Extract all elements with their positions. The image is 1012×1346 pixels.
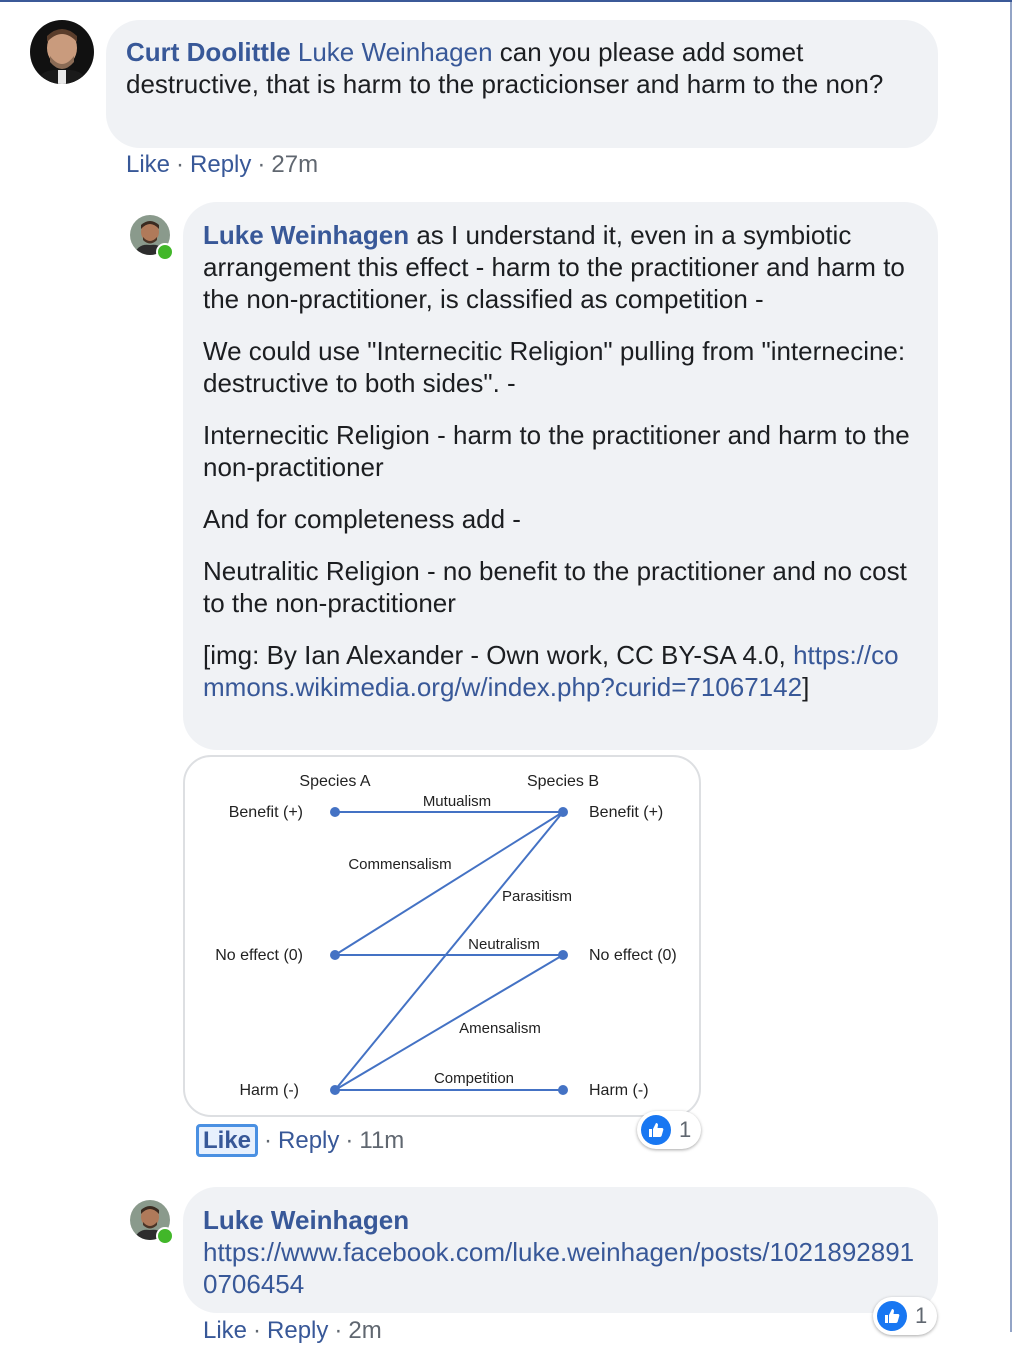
separator-dot: · [334,1317,343,1344]
image-credit-text: [img: By Ian Alexander - Own work, CC BY-SA 4.0, [203,640,794,670]
row-label: Benefit (+) [589,804,664,821]
reaction-summary[interactable] [637,1111,701,1149]
species-b-label: Species B [526,773,600,790]
relation-label: Commensalism [348,856,452,873]
comment-text: can you please add somet destructive, that is harm to the practicionser and harm to the non? [126,37,884,99]
relation-label: Mutualism [422,793,492,810]
top-border [0,0,1012,2]
separator-dot: · [257,151,266,178]
comment-paragraph: We could use "Internecitic Religion" pulling from "internecine: destructive to both sides". - [203,336,906,398]
timestamp[interactable]: 27m [271,151,319,178]
comment-bubble [106,20,938,148]
comment-bubble [183,202,938,750]
like-reaction-icon [641,1115,671,1145]
facebook-post-link[interactable]: https://www.facebook.com/luke.weinhagen/posts/10218928910706454 [203,1237,915,1299]
avatar-curt[interactable] [30,20,94,84]
node-a-noeffect [330,950,340,960]
comment-paragraph: Neutralitic Religion - no benefit to the practitioner and no cost to the non-practitioner [203,556,907,618]
image-credit [203,639,916,703]
reaction-summary[interactable] [873,1297,937,1335]
row-label: Harm (-) [239,1082,299,1099]
node-a-benefit [330,807,340,817]
like-link[interactable]: Like [203,1317,248,1344]
row-label: Harm (-) [589,1082,649,1099]
online-status-icon [156,1227,174,1245]
row-label: Benefit (+) [228,804,303,821]
node-b-harm [558,1085,568,1095]
comment-text: as I understand it, even in a symbiotic arrangement this effect - harm to the practitioner and harm to the non-practitioner, is classified as competition - [203,220,905,314]
like-reaction-icon [877,1301,907,1331]
relation-label: Amensalism [459,1020,541,1037]
comment-actions [126,150,318,180]
comment-paragraph [203,219,916,315]
comment-author[interactable]: Luke Weinhagen [203,1205,410,1235]
like-link[interactable]: Like [126,151,171,178]
separator-dot: · [345,1127,354,1154]
timestamp[interactable]: 2m [348,1317,382,1344]
reaction-count: 1 [679,1117,692,1142]
separator-dot: · [264,1127,273,1154]
node-b-benefit [558,807,568,817]
commensalism-line [335,812,563,955]
like-link[interactable]: Like [196,1124,258,1157]
timestamp[interactable]: 11m [359,1127,405,1154]
species-a-label: Species A [299,773,371,790]
mention-link[interactable]: Luke Weinhagen [297,37,493,67]
row-label: No effect (0) [215,947,303,964]
separator-dot: · [176,151,185,178]
wikimedia-link[interactable]: https://commons.wikimedia.org/w/index.php?curid=71067142 [203,640,899,702]
online-status-icon [156,243,174,261]
image-credit-close: ] [802,672,810,702]
reply-link[interactable]: Reply [278,1127,340,1154]
comment-paragraph: Internecitic Religion - harm to the practitioner and harm to the non-practitioner [203,420,910,482]
relation-label: Neutralism [468,936,540,953]
comment-actions [203,1316,382,1346]
reply-link[interactable]: Reply [190,151,252,178]
comment-paragraph: And for completeness add - [203,504,521,534]
comment-author[interactable]: Curt Doolittle [126,37,291,67]
node-a-harm [330,1085,340,1095]
attached-image[interactable] [183,755,701,1117]
reaction-count: 1 [915,1303,928,1328]
comment-author[interactable]: Luke Weinhagen [203,220,410,250]
comment-actions [196,1126,404,1156]
relation-label: Parasitism [501,888,573,905]
relation-label: Competition [433,1070,515,1087]
reply-link[interactable]: Reply [267,1317,329,1344]
separator-dot: · [253,1317,262,1344]
symbiosis-diagram [185,757,699,1115]
comment-bubble [183,1187,938,1313]
node-b-noeffect [558,950,568,960]
row-label: No effect (0) [589,947,677,964]
person-photo-icon [30,20,94,84]
